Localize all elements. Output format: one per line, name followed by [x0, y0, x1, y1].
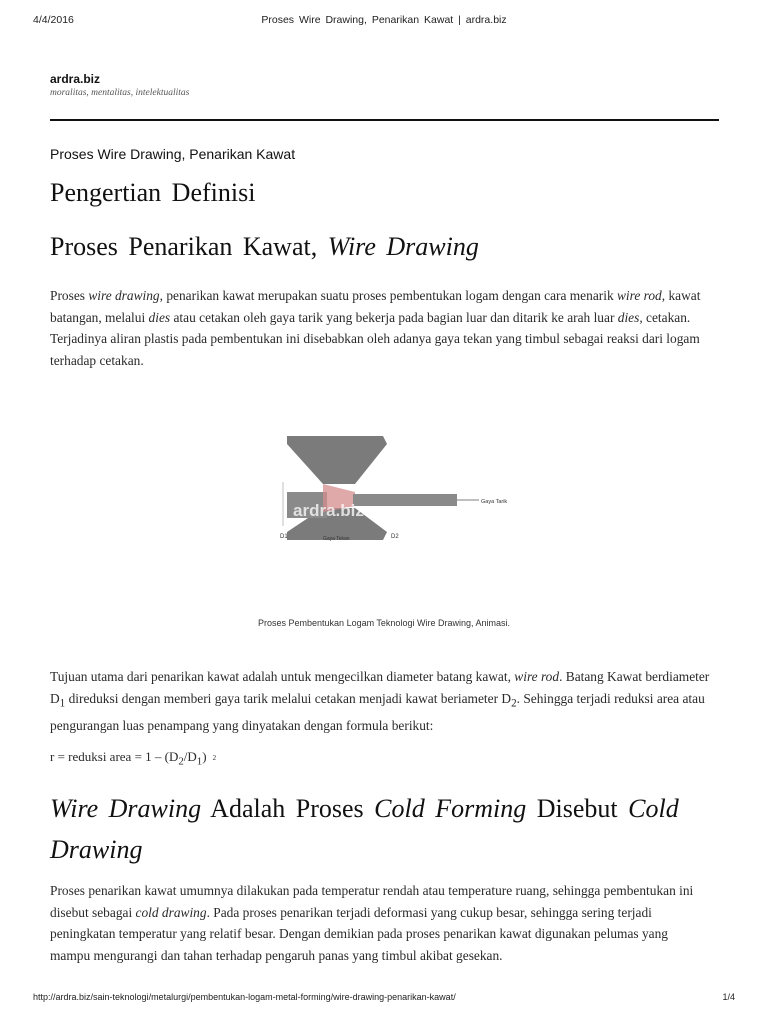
p1-em-dies: dies: [148, 309, 171, 325]
p2-sub-1: 1: [59, 697, 66, 710]
p1-text-c: , penarikan kawat merupakan suatu proses pembentukan logam dengan cara menarik: [159, 288, 617, 303]
figure-watermark: ardra.biz: [293, 501, 364, 520]
label-d1: D1: [280, 534, 288, 540]
heading-proses-penarikan: [50, 232, 479, 262]
paragraph-cold-drawing: [50, 880, 710, 966]
p2-text-a: Tujuan utama dari penarikan kawat adalah untuk mengecilkan diameter batang kawat,: [50, 669, 515, 684]
heading-proses-italic: Wire Drawing: [327, 232, 479, 261]
formula-mid: /D: [183, 749, 197, 764]
print-page-number: 1/4: [722, 992, 735, 1002]
p1-em-dies-2: dies: [617, 309, 640, 325]
p1-em-wire-rod: wire rod: [616, 288, 662, 303]
print-page-title: Proses Wire Drawing, Penarikan Kawat | ardra.biz: [261, 14, 507, 26]
print-url: http://ardra.biz/sain-teknologi/metalurgi/pembentukan-logam-metal-forming/wire-drawing-penarikan-kawat/: [33, 992, 456, 1002]
heading-cold-forming-term: Cold Forming: [374, 794, 527, 823]
wire-drawn: [353, 494, 457, 506]
heading-cold-forming: [50, 788, 690, 870]
wire-drawing-diagram: [279, 432, 508, 542]
formula-sub-1: 1: [196, 755, 203, 768]
formula-exponent: 2: [212, 754, 217, 763]
p2-em-wire-rod: wire rod: [514, 669, 560, 684]
paragraph-tujuan: [50, 666, 710, 736]
p2-text-c: . Batang Kawat berdiameter D: [50, 669, 710, 706]
reduction-formula: [50, 749, 216, 768]
heading-adalah-proses: Adalah Proses: [201, 794, 375, 823]
wire-drawing-figure: [279, 432, 508, 542]
post-title: Proses Wire Drawing, Penarikan Kawat: [50, 146, 296, 162]
p1-text-i: , cetakan. Terjadinya aliran plastis pada pembentukan ini disebabkan oleh adanya gaya tekan yang timbul sebagai reaksi dari logam terhadap cetakan.: [50, 309, 700, 368]
p3-em-cold-drawing: cold drawing: [135, 904, 207, 920]
heading-definition: Pengertian Definisi: [50, 178, 256, 207]
heading-cold-drawing: Cold Drawing: [50, 794, 679, 864]
paragraph-intro: [50, 285, 710, 371]
formula-text: r = reduksi area = 1 – (D: [50, 749, 179, 764]
print-footer: [33, 992, 735, 1006]
p2-sub-2: 2: [511, 697, 517, 710]
print-date: 4/4/2016: [33, 14, 74, 26]
p2-text-d: direduksi dengan memberi gaya tarik melalui cetakan menjadi kawat beriameter D: [65, 690, 512, 706]
formula-sub-2: 2: [178, 755, 184, 768]
print-header: [33, 14, 735, 30]
heading-proses-plain: Proses Penarikan Kawat,: [50, 232, 328, 261]
formula-close: ): [202, 749, 207, 764]
figure-caption: Proses Pembentukan Logam Teknologi Wire Drawing, Animasi.: [258, 618, 510, 628]
p1-text-e: , kawat batangan, melalui: [50, 288, 701, 325]
heading-disebut: Disebut: [526, 794, 629, 823]
heading-wire-drawing: Wire Drawing: [50, 794, 202, 823]
label-gaya-tekan: Gaya Tekan: [323, 536, 350, 542]
upper-die: [287, 436, 387, 484]
p1-em-wire-drawing: wire drawing: [88, 288, 160, 303]
p3-text-c: . Pada proses penarikan terjadi deformasi yang cukup besar, sehingga sering terjadi peningkatan temperatur yang relatif besar. Dengan demikian pada proses penarikan kawat digunakan pelumas yang mampu mengurangi dan tahan terhadap pengaruh panas yang timbul akibat gesekan.: [50, 904, 668, 963]
p3-text-a: Proses penarikan kawat umumnya dilakukan pada temperatur rendah atau temperature ruang, sehingga pembentukan ini disebut sebagai: [50, 883, 694, 920]
site-name-link[interactable]: ardra.biz: [50, 72, 101, 86]
header-divider: [50, 119, 719, 121]
label-gaya-tarik: Gaya Tarik: [481, 499, 508, 505]
p1-text-g: atau cetakan oleh gaya tarik yang bekerja pada bagian luar dan ditarik ke arah luar: [170, 309, 618, 325]
p2-text-e: . Sehingga terjadi reduksi area atau pengurangan luas penampang yang dinyatakan dengan formula berikut:: [50, 690, 705, 733]
label-d2: D2: [391, 534, 399, 540]
p1-text-a: Proses: [50, 288, 89, 303]
site-tagline: moralitas, mentalitas, intelektualitas: [50, 88, 190, 98]
